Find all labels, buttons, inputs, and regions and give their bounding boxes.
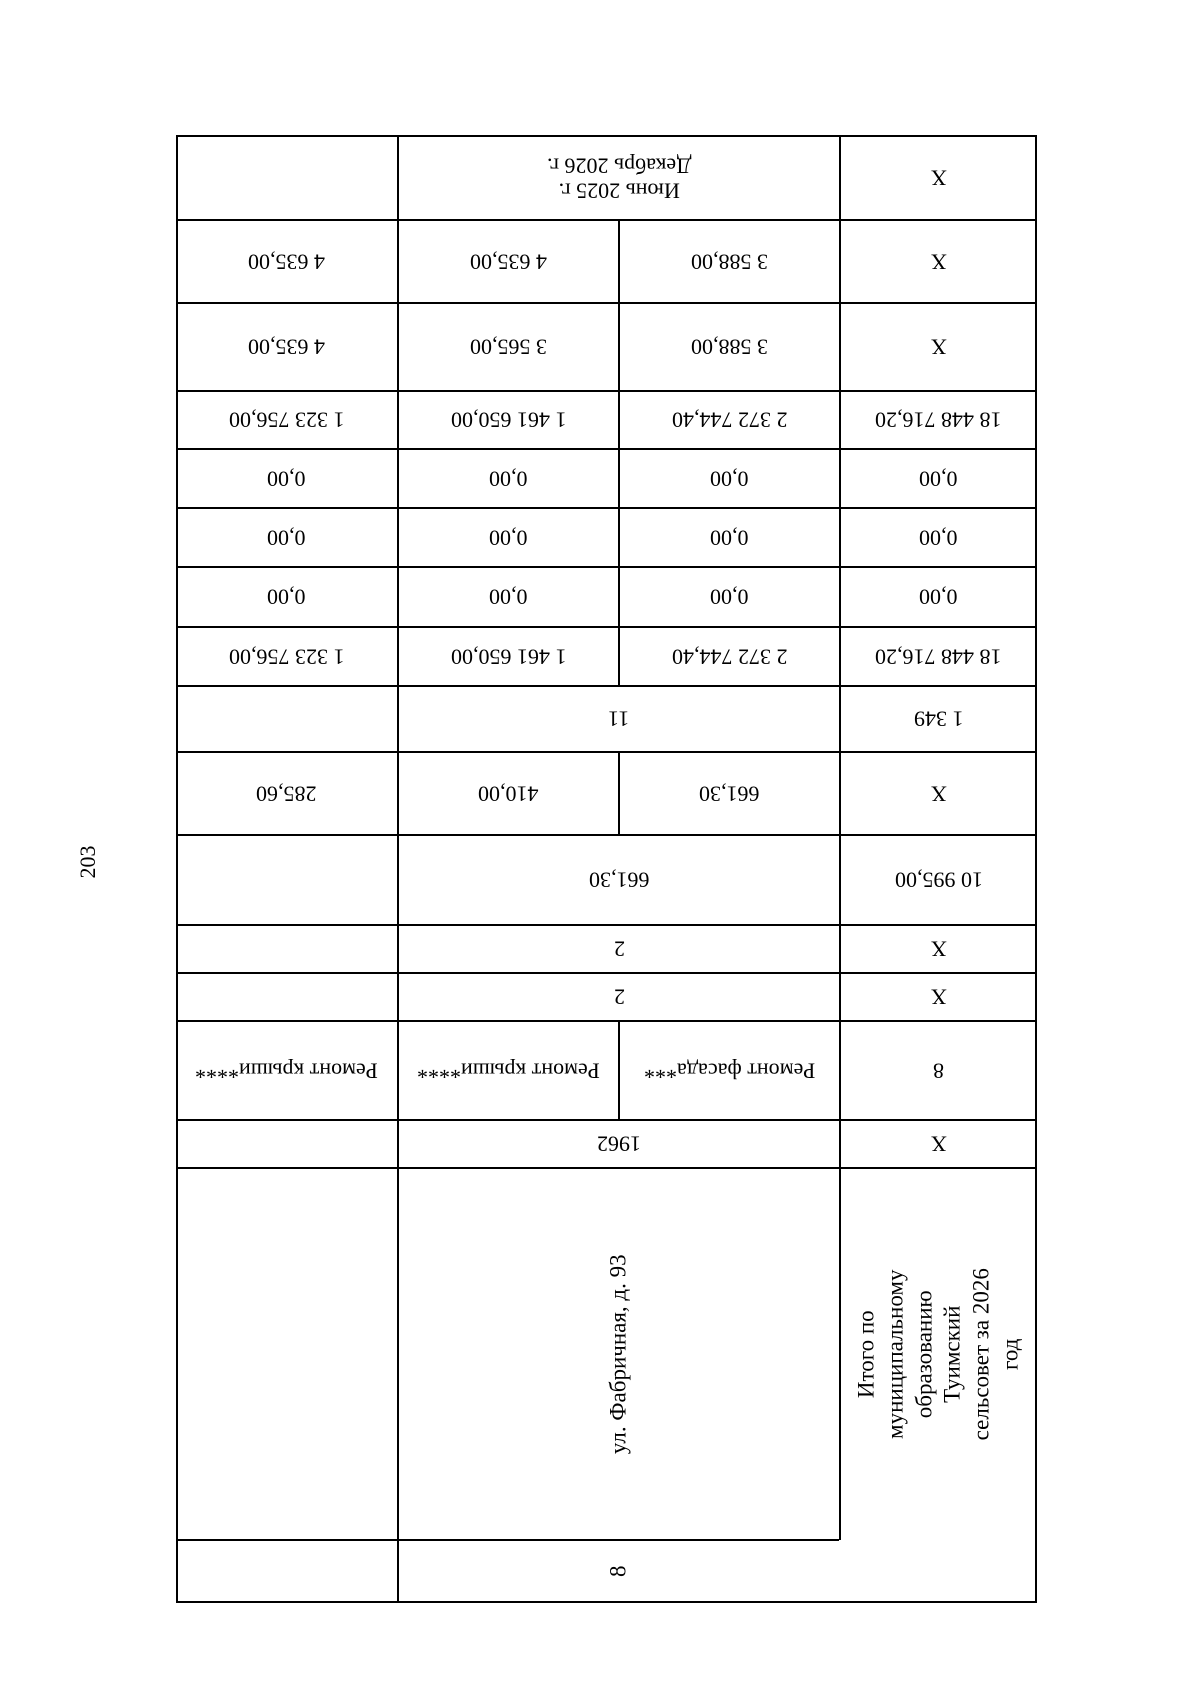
table-border-left bbox=[176, 135, 178, 1603]
cell: X bbox=[839, 752, 1036, 835]
row-divider bbox=[176, 507, 1036, 509]
cell: 0,00 bbox=[397, 567, 618, 627]
row-divider bbox=[176, 302, 1036, 304]
page-number: 203 bbox=[75, 845, 100, 879]
cell: 10 995,00 bbox=[839, 835, 1036, 925]
cell: X bbox=[839, 1120, 1036, 1168]
cell: 0,00 bbox=[397, 508, 618, 567]
cell bbox=[176, 686, 397, 752]
table-row-number bbox=[176, 1540, 1036, 1602]
cell: 0,00 bbox=[839, 508, 1036, 567]
table-row-work-area bbox=[176, 752, 1036, 835]
cell: Ремонт крыши**** bbox=[195, 1058, 378, 1084]
cell: 0,00 bbox=[267, 525, 306, 551]
table-border-right bbox=[1035, 135, 1037, 1603]
table-row-dates bbox=[176, 136, 1036, 220]
table-row-floors bbox=[176, 973, 1036, 1021]
cell: Ремонт фасада*** bbox=[618, 1021, 839, 1120]
cell: 1 323 756,00 bbox=[228, 407, 345, 433]
table-row-zero-1 bbox=[176, 449, 1036, 508]
cell: 0,00 bbox=[839, 567, 1036, 627]
row-divider bbox=[176, 834, 1036, 836]
cell: 4 635,00 bbox=[248, 334, 325, 360]
table-row-entrances bbox=[176, 925, 1036, 973]
row-divider bbox=[176, 924, 1036, 926]
cell bbox=[176, 973, 397, 1021]
cell: 2 372 744,40 bbox=[618, 627, 839, 686]
row-divider bbox=[176, 751, 1036, 753]
row-divider bbox=[176, 1119, 1036, 1121]
cell: 18 448 716,20 bbox=[839, 391, 1036, 449]
cell: 0,00 bbox=[397, 449, 618, 508]
cell-dates: Июнь 2025 г. Декабрь 2026 г. bbox=[397, 136, 839, 220]
cell: 0,00 bbox=[267, 466, 306, 492]
table-row-zero-2 bbox=[176, 508, 1036, 567]
table-row-total-area bbox=[176, 835, 1036, 925]
row-divider bbox=[176, 972, 1036, 974]
cell: 3 565,00 bbox=[397, 303, 618, 391]
cell: 11 bbox=[397, 686, 839, 752]
cell: 285,60 bbox=[256, 781, 317, 807]
table-row-year-built bbox=[176, 1120, 1036, 1168]
row-divider bbox=[176, 566, 1036, 568]
cell: 2 372 744,40 bbox=[618, 391, 839, 449]
cell: 410,00 bbox=[397, 752, 618, 835]
summary-label-cell: Итого по муниципальному образованию Туимский сельсовет за 2026 год bbox=[839, 1168, 1036, 1540]
cell: X bbox=[839, 136, 1036, 220]
cell: X bbox=[839, 220, 1036, 303]
cell: 0,00 bbox=[618, 508, 839, 567]
cell: X bbox=[839, 303, 1036, 391]
cell: 8 bbox=[839, 1021, 1036, 1120]
cell bbox=[176, 1540, 397, 1602]
cell: 1 461 650,00 bbox=[397, 627, 618, 686]
row-number-cell: 8 bbox=[397, 1540, 839, 1602]
address-cell: ул. Фабричная, д. 93 bbox=[397, 1168, 839, 1540]
cell bbox=[176, 136, 397, 220]
row-divider-partial bbox=[176, 1539, 839, 1541]
table-border-top bbox=[176, 135, 1036, 137]
cell: 0,00 bbox=[267, 584, 306, 610]
row-divider bbox=[176, 1167, 1036, 1169]
table-row-zero-3 bbox=[176, 567, 1036, 627]
cell bbox=[176, 1120, 397, 1168]
cell: 661,30 bbox=[618, 752, 839, 835]
cell bbox=[176, 835, 397, 925]
row-divider bbox=[176, 685, 1036, 687]
cell: 3 588,00 bbox=[618, 220, 839, 303]
cell: 1 349 bbox=[839, 686, 1036, 752]
cell: 1 323 756,00 bbox=[228, 644, 345, 670]
cell: 0,00 bbox=[618, 567, 839, 627]
cell: 1962 bbox=[397, 1120, 839, 1168]
table-row-work-type bbox=[176, 1021, 1036, 1120]
row-divider bbox=[176, 448, 1036, 450]
table-border-bottom bbox=[176, 1601, 1036, 1603]
row-divider bbox=[176, 390, 1036, 392]
cell: 661,30 bbox=[397, 835, 839, 925]
row-divider bbox=[176, 626, 1036, 628]
cell: 0,00 bbox=[618, 449, 839, 508]
cell: 4 635,00 bbox=[397, 220, 618, 303]
table-row-residents bbox=[176, 686, 1036, 752]
cell bbox=[176, 1168, 397, 1540]
table-row-total-a bbox=[176, 627, 1036, 686]
table-row-address bbox=[176, 1168, 1036, 1540]
table-row-cost-limit-2 bbox=[176, 220, 1036, 303]
cell: 1 461 650,00 bbox=[397, 391, 618, 449]
cell: 18 448 716,20 bbox=[839, 627, 1036, 686]
cell: Ремонт крыши**** bbox=[397, 1021, 618, 1120]
cell: 3 588,00 bbox=[618, 303, 839, 391]
cell bbox=[176, 925, 397, 973]
cell: 2 bbox=[397, 973, 839, 1021]
cell: X bbox=[839, 973, 1036, 1021]
row-divider bbox=[176, 1020, 1036, 1022]
table-row-total-b bbox=[176, 391, 1036, 449]
cell: 4 635,00 bbox=[248, 249, 325, 275]
cell: X bbox=[839, 925, 1036, 973]
row-divider bbox=[176, 219, 1036, 221]
cell: 2 bbox=[397, 925, 839, 973]
table-row-cost-limit-1 bbox=[176, 303, 1036, 391]
cell: 0,00 bbox=[839, 449, 1036, 508]
